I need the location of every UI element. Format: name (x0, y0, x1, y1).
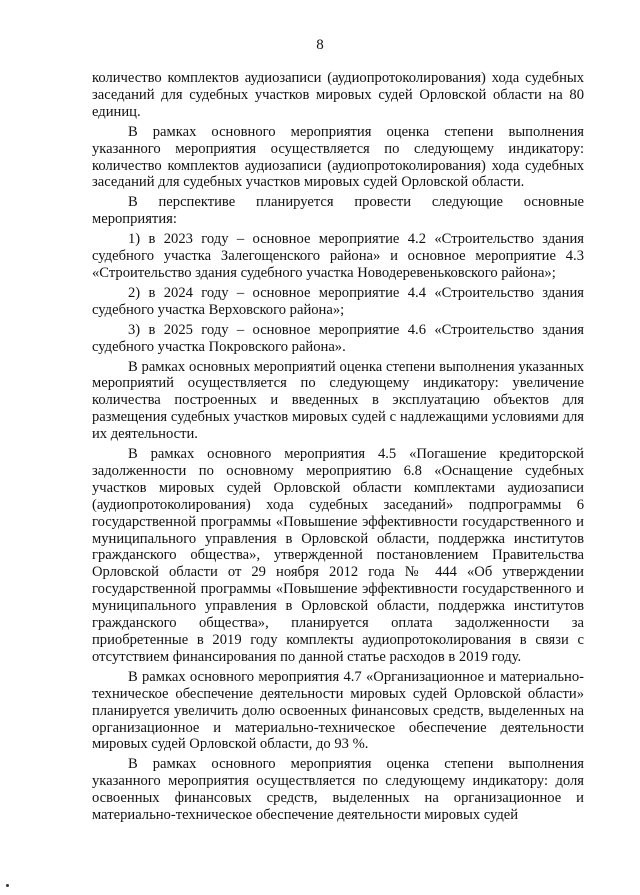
paragraph-measure-4-5: В рамках основного мероприятия 4.5 «Погашение кредиторской задолженности по основному мероприятию 6.8 «Оснащение судебных участков мировых судей Орловской области комплектами аудиозаписи (аудиопротоколирования) хода судебных заседаний» подпрограммы 6 государственной программы «Повышение эффективности государственного и муниципального управления в Орловской области, поддержка институтов гражданского общества», утвержденной постановлением Правительства Орловской области от 29 ноября 2012 года № 444 «Об утверждении государственной программы «Повышение эффективности государственного и муниципального управления в Орловской области, поддержка институтов гражданского общества», планируется оплата задолженности за приобретенные в 2019 году комплекты аудиопротоколирования в связи с отсутствием финансирования по данной статье расходов в 2019 году. (92, 446, 584, 665)
paragraph-indicator-audio: В рамках основного мероприятия оценка степени выполнения указанного мероприятия осуществляется по следующему индикатору: количество комплектов аудиозаписи (аудиопротоколирования) хода судебных заседаний для судебных участков мировых судей Орловской области. (92, 123, 584, 191)
document-body (92, 70, 584, 824)
list-item-2023: 1) в 2023 году – основное мероприятие 4.2 «Строительство здания судебного участка Залегощенского района» и основное мероприятие 4.3 «Строительство здания судебного участка Новодеревеньковского района»; (92, 231, 584, 281)
paragraph-continuation: количество комплектов аудиозаписи (аудиопротоколирования) хода судебных заседаний для судебных участков мировых судей Орловской области на 80 единиц. (92, 70, 584, 120)
paragraph-indicator-funds: В рамках основного мероприятия оценка степени выполнения указанного мероприятия осуществляется по следующему индикатору: доля освоенных финансовых средств, выделенных на организационное и материально-техническое обеспечение деятельности мировых судей (92, 756, 584, 824)
list-item-2024: 2) в 2024 году – основное мероприятие 4.4 «Строительство здания судебного участка Верховского района»; (92, 284, 584, 318)
page-number: 8 (316, 37, 324, 53)
paragraph-planned-measures: В перспективе планируется провести следующие основные мероприятия: (92, 194, 584, 228)
scan-dot-mark (6, 884, 9, 887)
paragraph-indicator-buildings: В рамках основных мероприятий оценка степени выполнения указанных мероприятий осуществляется по следующему индикатору: увеличение количества построенных и введенных в эксплуатацию объектов для размещения судебных участков мировых судей с надлежащими условиями для их деятельности. (92, 358, 584, 443)
paragraph-measure-4-7: В рамках основного мероприятия 4.7 «Организационное и материально-техническое обеспечение деятельности мировых судей Орловской области» планируется увеличить долю освоенных финансовых средств, выделенных на организационное и материально-техническое обеспечение деятельности мировых судей Орловской области, до 93 %. (92, 668, 584, 753)
list-item-2025: 3) в 2025 году – основное мероприятие 4.6 «Строительство здания судебного участка Покровского района». (92, 321, 584, 355)
